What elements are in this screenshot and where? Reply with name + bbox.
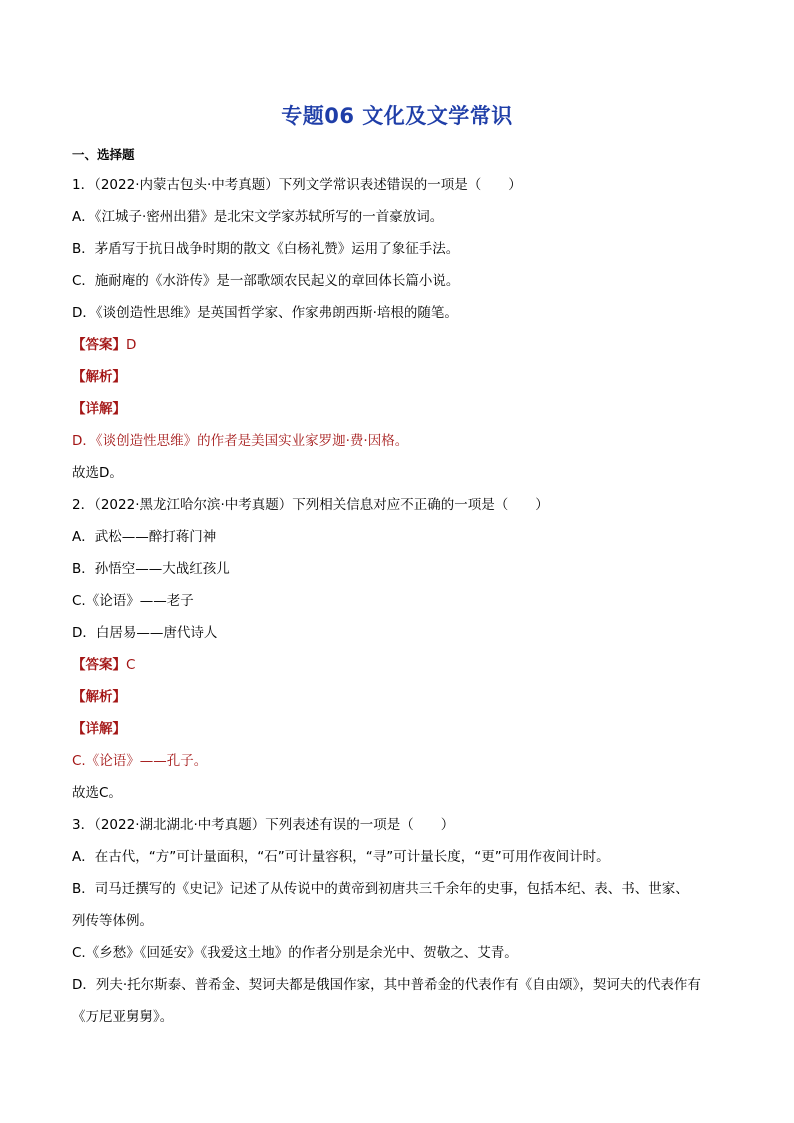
question-1-option-a: A．《江城子·密州出猎》是北宋文学家苏轼所写的一首豪放词。 xyxy=(72,209,444,225)
question-3-option-a: A．在古代，“方”可计量面积，“石”可计量容积，“寻”可计量长度，“更”可用作夜间计时。 xyxy=(72,849,610,865)
question-1-answer xyxy=(72,335,136,355)
question-2-answer xyxy=(72,655,135,675)
question-1-conclusion: 故选D。 xyxy=(72,465,123,481)
question-1-option-d: D．《谈创造性思维》是英国哲学家、作家弗朗西斯·培根的随笔。 xyxy=(72,305,458,321)
question-2-conclusion: 故选C。 xyxy=(72,785,122,801)
question-3-option-b-line-1: B．司马迁撰写的《史记》记述了从传说中的黄帝到初唐共三千余年的史事，包括本纪、表、书、世家、 xyxy=(72,881,689,897)
question-1-analysis-label: 【解析】 xyxy=(72,369,126,385)
question-1-stem: 1．（2022·内蒙古包头·中考真题）下列文学常识表述错误的一项是（ ） xyxy=(72,177,522,193)
question-1-option-c: C．施耐庵的《水浒传》是一部歌颂农民起义的章回体长篇小说。 xyxy=(72,273,460,289)
question-3-option-d-line-1: D．列夫·托尔斯泰、普希金、契诃夫都是俄国作家，其中普希金的代表作有《自由颂》，契诃夫的代表作有 xyxy=(72,977,701,993)
section-heading: 一、选择题 xyxy=(72,147,135,162)
question-3-stem: 3．（2022·湖北湖北·中考真题）下列表述有误的一项是（ ） xyxy=(72,817,455,833)
question-2-analysis-label: 【解析】 xyxy=(72,689,126,705)
question-2-detail-label: 【详解】 xyxy=(72,721,126,737)
page-title: 专题06 文化及文学常识 xyxy=(281,104,513,128)
question-2-option-d: D．白居易——唐代诗人 xyxy=(72,625,218,641)
question-2-option-a: A．武松——醉打蒋门神 xyxy=(72,529,217,545)
question-1-detail: D．《谈创造性思维》的作者是美国实业家罗迦·费·因格。 xyxy=(72,433,409,449)
question-1-detail-label: 【详解】 xyxy=(72,401,126,417)
question-3-option-b-line-2: 列传等体例。 xyxy=(72,913,153,929)
question-2-stem: 2．（2022·黑龙江哈尔滨·中考真题）下列相关信息对应不正确的一项是（ ） xyxy=(72,497,549,513)
answer-label: 【答案】 xyxy=(72,337,126,353)
question-3-option-c: C.《乡愁》《回延安》《我爱这土地》的作者分别是余光中、贺敬之、艾青。 xyxy=(72,945,518,961)
answer-label: 【答案】 xyxy=(72,657,126,673)
answer-value: D xyxy=(126,337,137,353)
answer-value: C xyxy=(126,657,136,673)
question-2-detail: C.《论语》——孔子。 xyxy=(72,753,208,769)
question-3-option-d-line-2: 《万尼亚舅舅》。 xyxy=(72,1009,174,1025)
question-2-option-b: B．孙悟空——大战红孩儿 xyxy=(72,561,230,577)
question-2-option-c: C.《论语》——老子 xyxy=(72,593,194,609)
question-1-option-b: B．茅盾写于抗日战争时期的散文《白杨礼赞》运用了象征手法。 xyxy=(72,241,460,257)
